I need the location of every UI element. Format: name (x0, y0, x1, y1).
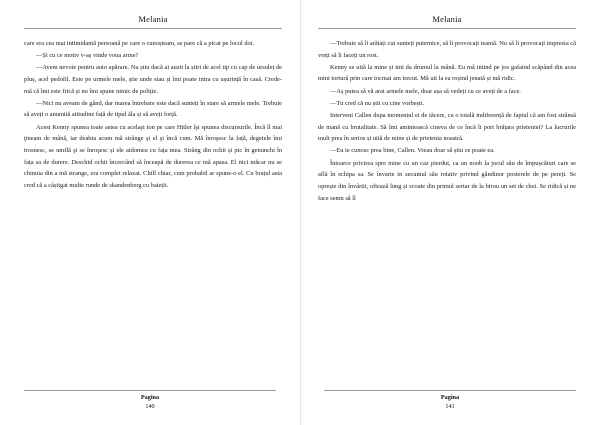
paragraph: Interveni Callen dupa momentul ei de tăcere, cu o totală indiferență de faptul că am fost strânsă de mană cu brutalitate. Să îmi amintească cineva de ce încă îi port brățara prieteniei? La lucrurile mult prea în serios și uită de mine și de prietenia noastră. (318, 111, 576, 143)
page-header-left: Melania (138, 14, 168, 24)
page-header-right: Melania (432, 14, 462, 24)
footer-label-left: Pagina (140, 394, 160, 402)
paragraph: care era cea mai intimidantă persoană pe care o cunoșteam, se pare că a picat pe locul doi. (24, 40, 255, 47)
header-divider-right (318, 28, 576, 29)
paragraph: Acest Kenny spunea toate astea cu acelaşi ton pe care Hitler îşi spunea discursurile. Încă îl mai ţineam de mână, iar deabia acum mă strânge şi el şi încă cum. Mă înroşesc la față, degetele îmi trosnesc, se umflă şi se înroşesc și ele aidomea cu fața mea. Strâng din ochii și pic în genunchi în fața sa de durere. Deschid ochii încercând să înceapă de durerea ce mă apasa. El nici măcar nu se chinuia din a mă strange, era complet relaxat. Chill chiar, cum probabil ar spune-o el. Cu brațul asta cred că a câștigat multe runde de skandenberg cu baieții. (24, 123, 282, 189)
footer-divider-right (324, 390, 576, 391)
paragraph: —Eu te cunosc prea bine, Callen. Vreau doar să știu ce poate ea. (330, 147, 495, 155)
paragraph: —Tu cred că nu știi cu cine vorbești. (330, 99, 425, 107)
page-body-left (24, 38, 282, 192)
paragraph: Kenny se uită la mine și imi da drumul la mână. Eu mă intind pe jos gafaind scăpând din acea mini tortură prin care tocmai am trecut. Mă uit la ea roșind jenată și mă ridic. (318, 63, 576, 83)
paragraph: Întoarce privirea spre mine cu un caz pierdut, ca un noob la jocul său de împușcături care se află în echipa sa. Se învarte in secumul său rotativ privind găndinor posterele de pe pereți. Se oprește din învârtit, oftează lung și scoate din primul sertar de la birou un set de chei. Se ridică și ne face semn să îl (318, 159, 576, 202)
footer-label-right: Pagina (440, 394, 460, 402)
page-right (300, 0, 600, 425)
page-number-right: 141 (445, 402, 455, 410)
paragraph: —Și cu ce motiv v-aș vinde voua arme? (36, 52, 139, 60)
paragraph: —Trebuie să îi arătați cui sunteți puternice, să îi provocați teamă. Nu să îi provocați impresia că vreți să îi faceți un rost. (318, 40, 576, 59)
page-footer-right (300, 390, 600, 411)
page-number-left: 140 (145, 402, 155, 410)
paragraph: —Aș putea să vă arat armele mele, doar așa să vedeți cu ce aveți de a face. (330, 87, 521, 95)
header-divider-left (24, 28, 282, 29)
spread-gutter (300, 0, 301, 425)
paragraph: —Avem nevoie pentru auto apărare. Nu știu dacă ai auzit la știri de acel tip cu cap de ursuleț de pluș, acel pedofil. Este pe urmele mele, știe unde stau și îmi poate intra cu ușurință în casă. Crede-mă că îmi este frică și nu îmi spune nimic de poliție. (24, 64, 282, 95)
page-body-right (318, 38, 576, 204)
footer-divider-left (24, 390, 276, 391)
paragraph: —Nici nu aveam de gând, dar marea întrebare este dacă sunteți în stare să armele mele. Trebuie să aveți o anumită atitudine față de tipul ăla și să aveți forță. (24, 99, 282, 119)
page-footer-left (0, 390, 300, 411)
